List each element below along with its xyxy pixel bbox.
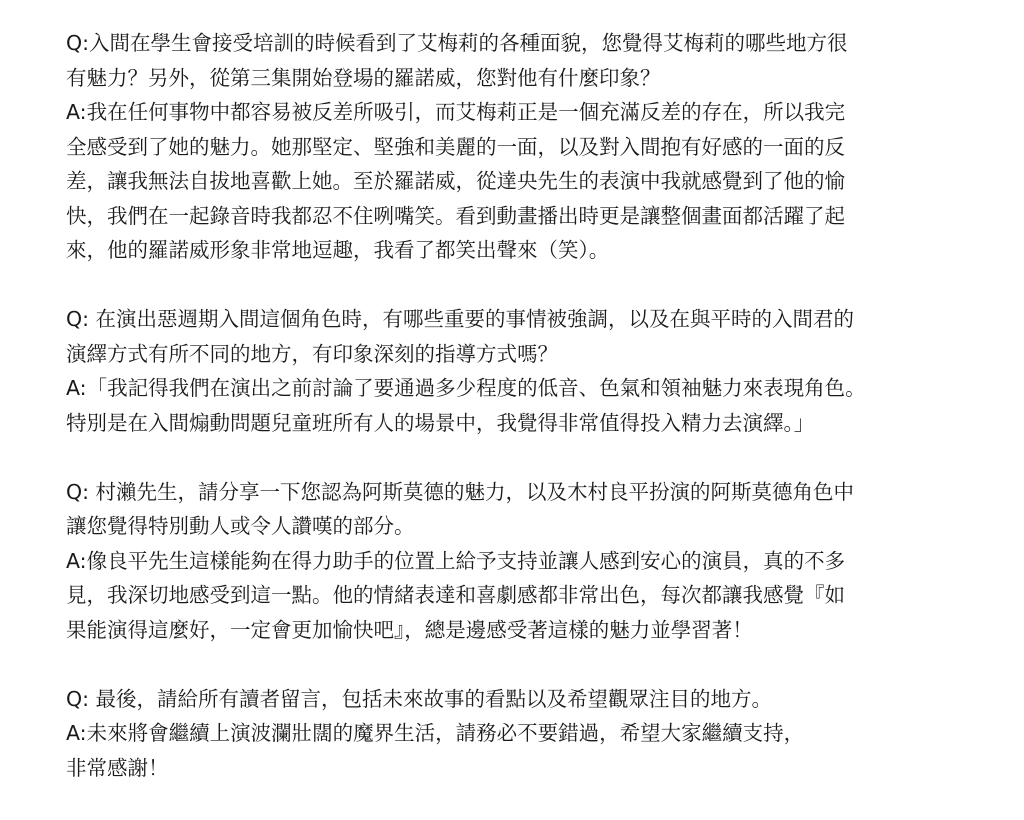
answer-line: A:「我記得我們在演出之前討論了要通過多少程度的低音、色氣和領袖魅力來表現角色。	[66, 376, 866, 400]
qa-block-3	[66, 475, 966, 648]
question-line: Q:入間在學生會接受培訓的時候看到了艾梅莉的各種面貌，您覺得艾梅莉的哪些地方很	[66, 31, 848, 55]
qa-block-1	[66, 26, 966, 268]
answer-line: 來，他的羅諾威形象非常地逗趣，我看了都笑出聲來（笑）。	[66, 238, 610, 262]
question-line: Q: 村瀨先生，請分享一下您認為阿斯莫德的魅力，以及木村良平扮演的阿斯莫德角色中	[66, 479, 855, 504]
answer-line: A:未來將會繼續上演波瀾壯闊的魔界生活，請務必不要錯過，希望大家繼續支持，	[66, 721, 805, 745]
answer-line: 非常感謝！	[66, 755, 169, 780]
question-line: 讓您覺得特別動人或令人讚嘆的部分。	[66, 514, 415, 538]
question-line: 有魅力？另外，從第三集開始登場的羅諾威，您對他有什麼印象？	[66, 65, 661, 90]
answer-line: 果能演得這麼好，一定會更加愉快吧』，總是邊感受著這樣的魅力並學習著！	[66, 617, 753, 642]
answer-line: 特別是在入間煽動問題兒童班所有人的場景中，我覺得非常值得投入精力去演繹。」	[66, 410, 815, 435]
qa-block-4	[66, 682, 966, 786]
question-line: Q: 在演出惡週期入間這個角色時，有哪些重要的事情被強調，以及在與平時的入間君的	[66, 307, 855, 331]
answer-line: A:像良平先生這樣能夠在得力助手的位置上給予支持並讓人感到安心的演員，真的不多	[66, 548, 846, 573]
answer-line: 快，我們在一起錄音時我都忍不住咧嘴笑。看到動畫播出時更是讓整個畫面都活躍了起	[66, 203, 845, 228]
interview-article	[66, 26, 966, 820]
answer-line: A:我在任何事物中都容易被反差所吸引，而艾梅莉正是一個充滿反差的存在，所以我完	[66, 100, 846, 124]
answer-line: 見，我深切地感受到這一點。他的情緒表達和喜劇感都非常出色，每次都讓我感覺『如	[66, 583, 845, 607]
question-line: 演繹方式有所不同的地方，有印象深刻的指導方式嗎？	[66, 341, 558, 366]
answer-line: 全感受到了她的魅力。她那堅定、堅強和美麗的一面，以及對入間抱有好感的一面的反	[66, 134, 845, 159]
qa-block-2	[66, 302, 966, 440]
answer-line: 差，讓我無法自拔地喜歡上她。至於羅諾威，從達央先生的表演中我就感覺到了他的愉	[66, 169, 845, 193]
question-line: Q: 最後，請給所有讀者留言，包括未來故事的看點以及希望觀眾注目的地方。	[66, 686, 773, 711]
